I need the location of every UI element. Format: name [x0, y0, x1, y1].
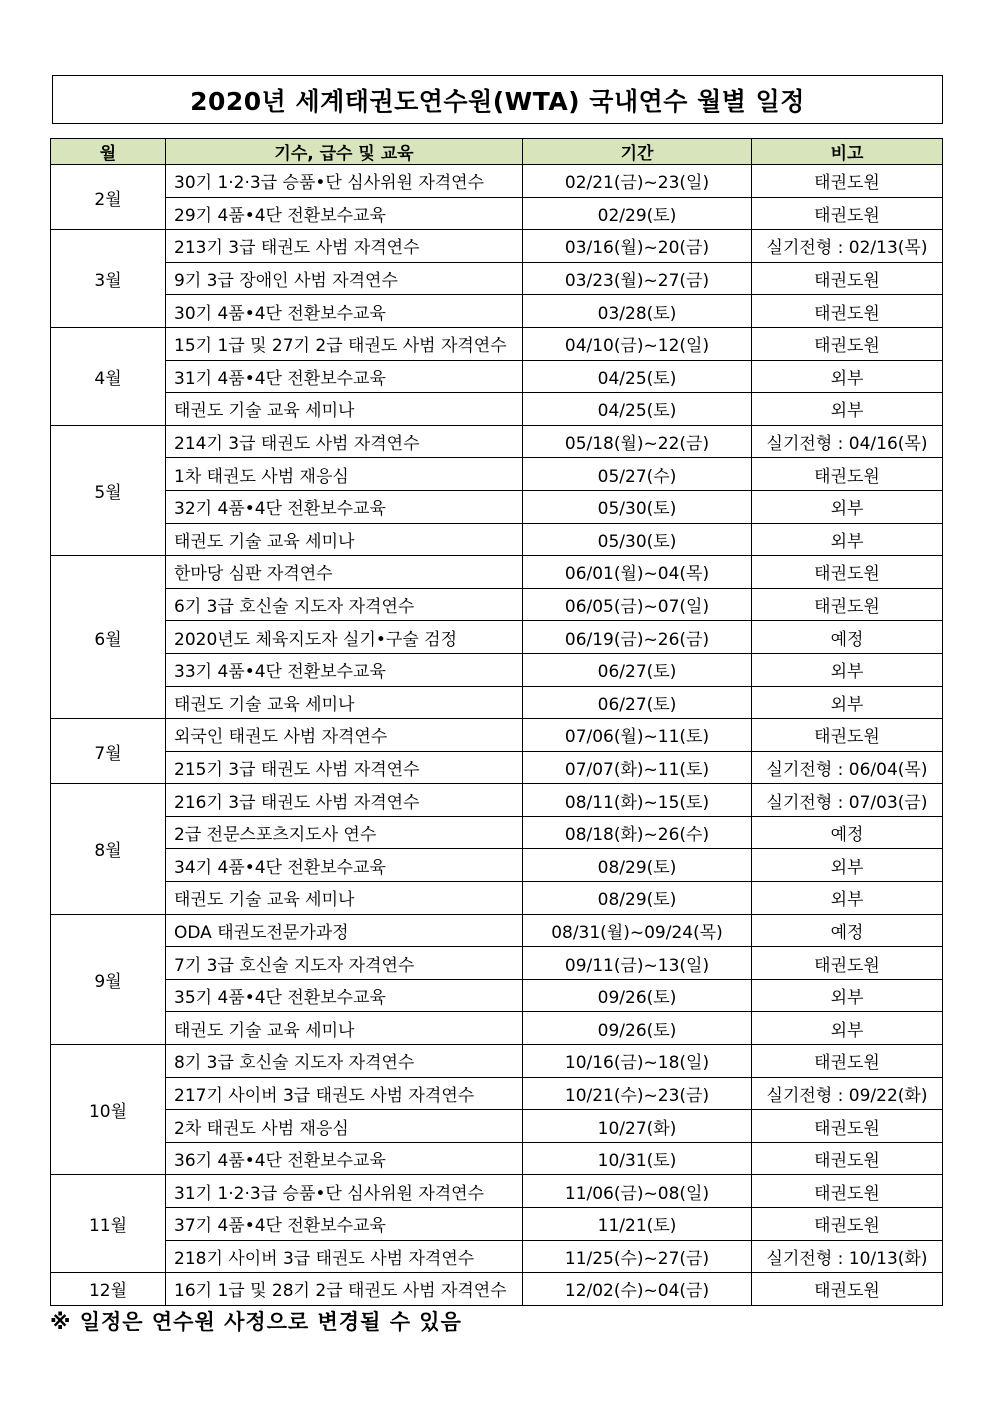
- course-cell: 214기 3급 태권도 사범 자격연수: [166, 425, 523, 458]
- period-cell: 09/26(토): [523, 1012, 752, 1045]
- note-cell: 태권도원: [752, 1208, 943, 1241]
- table-row: [51, 1273, 943, 1306]
- month-cell: 8월: [51, 784, 166, 914]
- table-row: [51, 588, 943, 621]
- period-cell: 09/26(토): [523, 979, 752, 1012]
- table-row: [51, 1110, 943, 1143]
- note-cell: 태권도원: [752, 1175, 943, 1208]
- table-row: [51, 165, 943, 198]
- page-title: 2020년 세계태권도연수원(WTA) 국내연수 월별 일정: [52, 75, 943, 124]
- footnote: ※ 일정은 연수원 사정으로 변경될 수 있음: [50, 1310, 462, 1334]
- table-row: [51, 653, 943, 686]
- month-cell: 5월: [51, 425, 166, 555]
- course-cell: 태권도 기술 교육 세미나: [166, 882, 523, 915]
- course-cell: 태권도 기술 교육 세미나: [166, 523, 523, 556]
- table-row: [51, 751, 943, 784]
- note-cell: 태권도원: [752, 327, 943, 360]
- course-cell: 16기 1급 및 28기 2급 태권도 사범 자격연수: [166, 1273, 523, 1306]
- table-row: [51, 1012, 943, 1045]
- note-cell: 외부: [752, 523, 943, 556]
- course-cell: 2020년도 체육지도자 실기•구술 검정: [166, 621, 523, 654]
- course-cell: 216기 3급 태권도 사범 자격연수: [166, 784, 523, 817]
- schedule-body: [51, 165, 943, 1306]
- period-cell: 09/11(금)~13(일): [523, 947, 752, 980]
- period-cell: 12/02(수)~04(금): [523, 1273, 752, 1306]
- table-row: [51, 490, 943, 523]
- table-row: [51, 621, 943, 654]
- period-cell: 08/29(토): [523, 849, 752, 882]
- period-cell: 10/27(화): [523, 1110, 752, 1143]
- table-row: [51, 458, 943, 491]
- course-cell: ODA 태권도전문가과정: [166, 914, 523, 947]
- course-cell: 9기 3급 장애인 사범 자격연수: [166, 262, 523, 295]
- note-cell: 태권도원: [752, 719, 943, 752]
- period-cell: 05/30(토): [523, 490, 752, 523]
- table-row: [51, 1240, 943, 1273]
- course-cell: 36기 4품•4단 전환보수교육: [166, 1142, 523, 1175]
- month-cell: 4월: [51, 327, 166, 425]
- table-row: [51, 327, 943, 360]
- period-cell: 06/27(토): [523, 686, 752, 719]
- header-period: 기간: [523, 139, 752, 165]
- table-row: [51, 816, 943, 849]
- table-row: [51, 425, 943, 458]
- period-cell: 08/31(월)~09/24(목): [523, 914, 752, 947]
- period-cell: 05/27(수): [523, 458, 752, 491]
- note-cell: 외부: [752, 1012, 943, 1045]
- table-row: [51, 979, 943, 1012]
- table-row: [51, 686, 943, 719]
- course-cell: 30기 1·2·3급 승품•단 심사위원 자격연수: [166, 165, 523, 198]
- period-cell: 07/06(월)~11(토): [523, 719, 752, 752]
- note-cell: 태권도원: [752, 197, 943, 230]
- table-row: [51, 1175, 943, 1208]
- month-cell: 9월: [51, 914, 166, 1044]
- note-cell: 태권도원: [752, 165, 943, 198]
- period-cell: 06/01(월)~04(목): [523, 556, 752, 589]
- course-cell: 32기 4품•4단 전환보수교육: [166, 490, 523, 523]
- note-cell: 외부: [752, 653, 943, 686]
- course-cell: 31기 4품•4단 전환보수교육: [166, 360, 523, 393]
- period-cell: 08/18(화)~26(수): [523, 816, 752, 849]
- period-cell: 05/30(토): [523, 523, 752, 556]
- course-cell: 8기 3급 호신술 지도자 자격연수: [166, 1045, 523, 1078]
- note-cell: 태권도원: [752, 1273, 943, 1306]
- month-cell: 6월: [51, 556, 166, 719]
- note-cell: 예정: [752, 621, 943, 654]
- month-cell: 11월: [51, 1175, 166, 1273]
- note-cell: 실기전형 : 10/13(화): [752, 1240, 943, 1273]
- course-cell: 213기 3급 태권도 사범 자격연수: [166, 230, 523, 263]
- month-cell: 12월: [51, 1273, 166, 1306]
- month-cell: 10월: [51, 1045, 166, 1175]
- course-cell: 7기 3급 호신술 지도자 자격연수: [166, 947, 523, 980]
- period-cell: 10/16(금)~18(일): [523, 1045, 752, 1078]
- month-cell: 3월: [51, 230, 166, 328]
- note-cell: 실기전형 : 09/22(화): [752, 1077, 943, 1110]
- note-cell: 실기전형 : 04/16(목): [752, 425, 943, 458]
- note-cell: 외부: [752, 979, 943, 1012]
- course-cell: 태권도 기술 교육 세미나: [166, 393, 523, 426]
- course-cell: 35기 4품•4단 전환보수교육: [166, 979, 523, 1012]
- table-row: [51, 230, 943, 263]
- table-row: [51, 914, 943, 947]
- course-cell: 1차 태권도 사범 재응심: [166, 458, 523, 491]
- table-row: [51, 719, 943, 752]
- period-cell: 11/06(금)~08(일): [523, 1175, 752, 1208]
- period-cell: 06/19(금)~26(금): [523, 621, 752, 654]
- period-cell: 06/27(토): [523, 653, 752, 686]
- period-cell: 05/18(월)~22(금): [523, 425, 752, 458]
- table-row: [51, 1208, 943, 1241]
- note-cell: 예정: [752, 914, 943, 947]
- table-row: [51, 947, 943, 980]
- table-header-row: [51, 139, 943, 165]
- course-cell: 6기 3급 호신술 지도자 자격연수: [166, 588, 523, 621]
- note-cell: 실기전형 : 07/03(금): [752, 784, 943, 817]
- period-cell: 06/05(금)~07(일): [523, 588, 752, 621]
- course-cell: 37기 4품•4단 전환보수교육: [166, 1208, 523, 1241]
- table-row: [51, 1077, 943, 1110]
- table-row: [51, 556, 943, 589]
- course-cell: 2급 전문스포츠지도사 연수: [166, 816, 523, 849]
- period-cell: 10/31(토): [523, 1142, 752, 1175]
- course-cell: 215기 3급 태권도 사범 자격연수: [166, 751, 523, 784]
- course-cell: 2차 태권도 사범 재응심: [166, 1110, 523, 1143]
- schedule-table: [50, 138, 943, 1306]
- note-cell: 태권도원: [752, 458, 943, 491]
- note-cell: 태권도원: [752, 295, 943, 328]
- header-course: 기수, 급수 및 교육: [166, 139, 523, 165]
- note-cell: 태권도원: [752, 1110, 943, 1143]
- course-cell: 30기 4품•4단 전환보수교육: [166, 295, 523, 328]
- note-cell: 외부: [752, 360, 943, 393]
- period-cell: 03/23(월)~27(금): [523, 262, 752, 295]
- course-cell: 외국인 태권도 사범 자격연수: [166, 719, 523, 752]
- table-row: [51, 262, 943, 295]
- note-cell: 외부: [752, 393, 943, 426]
- table-row: [51, 1142, 943, 1175]
- course-cell: 33기 4품•4단 전환보수교육: [166, 653, 523, 686]
- period-cell: 04/10(금)~12(일): [523, 327, 752, 360]
- header-note: 비고: [752, 139, 943, 165]
- note-cell: 태권도원: [752, 556, 943, 589]
- period-cell: 03/28(토): [523, 295, 752, 328]
- month-cell: 2월: [51, 165, 166, 230]
- table-row: [51, 295, 943, 328]
- note-cell: 태권도원: [752, 1045, 943, 1078]
- period-cell: 08/11(화)~15(토): [523, 784, 752, 817]
- note-cell: 외부: [752, 849, 943, 882]
- header-month: 월: [51, 139, 166, 165]
- period-cell: 04/25(토): [523, 360, 752, 393]
- course-cell: 217기 사이버 3급 태권도 사범 자격연수: [166, 1077, 523, 1110]
- month-cell: 7월: [51, 719, 166, 784]
- period-cell: 07/07(화)~11(토): [523, 751, 752, 784]
- course-cell: 31기 1·2·3급 승품•단 심사위원 자격연수: [166, 1175, 523, 1208]
- table-row: [51, 197, 943, 230]
- course-cell: 29기 4품•4단 전환보수교육: [166, 197, 523, 230]
- note-cell: 태권도원: [752, 588, 943, 621]
- note-cell: 예정: [752, 816, 943, 849]
- period-cell: 08/29(토): [523, 882, 752, 915]
- period-cell: 04/25(토): [523, 393, 752, 426]
- table-row: [51, 849, 943, 882]
- table-row: [51, 784, 943, 817]
- period-cell: 02/29(토): [523, 197, 752, 230]
- table-row: [51, 882, 943, 915]
- course-cell: 태권도 기술 교육 세미나: [166, 1012, 523, 1045]
- table-row: [51, 1045, 943, 1078]
- note-cell: 태권도원: [752, 262, 943, 295]
- note-cell: 태권도원: [752, 1142, 943, 1175]
- course-cell: 한마당 심판 자격연수: [166, 556, 523, 589]
- course-cell: 태권도 기술 교육 세미나: [166, 686, 523, 719]
- note-cell: 외부: [752, 882, 943, 915]
- table-row: [51, 360, 943, 393]
- period-cell: 02/21(금)~23(일): [523, 165, 752, 198]
- table-row: [51, 393, 943, 426]
- note-cell: 실기전형 : 06/04(목): [752, 751, 943, 784]
- course-cell: 218기 사이버 3급 태권도 사범 자격연수: [166, 1240, 523, 1273]
- note-cell: 외부: [752, 686, 943, 719]
- course-cell: 34기 4품•4단 전환보수교육: [166, 849, 523, 882]
- table-row: [51, 523, 943, 556]
- period-cell: 11/25(수)~27(금): [523, 1240, 752, 1273]
- course-cell: 15기 1급 및 27기 2급 태권도 사범 자격연수: [166, 327, 523, 360]
- note-cell: 태권도원: [752, 947, 943, 980]
- period-cell: 10/21(수)~23(금): [523, 1077, 752, 1110]
- period-cell: 03/16(월)~20(금): [523, 230, 752, 263]
- period-cell: 11/21(토): [523, 1208, 752, 1241]
- note-cell: 외부: [752, 490, 943, 523]
- note-cell: 실기전형 : 02/13(목): [752, 230, 943, 263]
